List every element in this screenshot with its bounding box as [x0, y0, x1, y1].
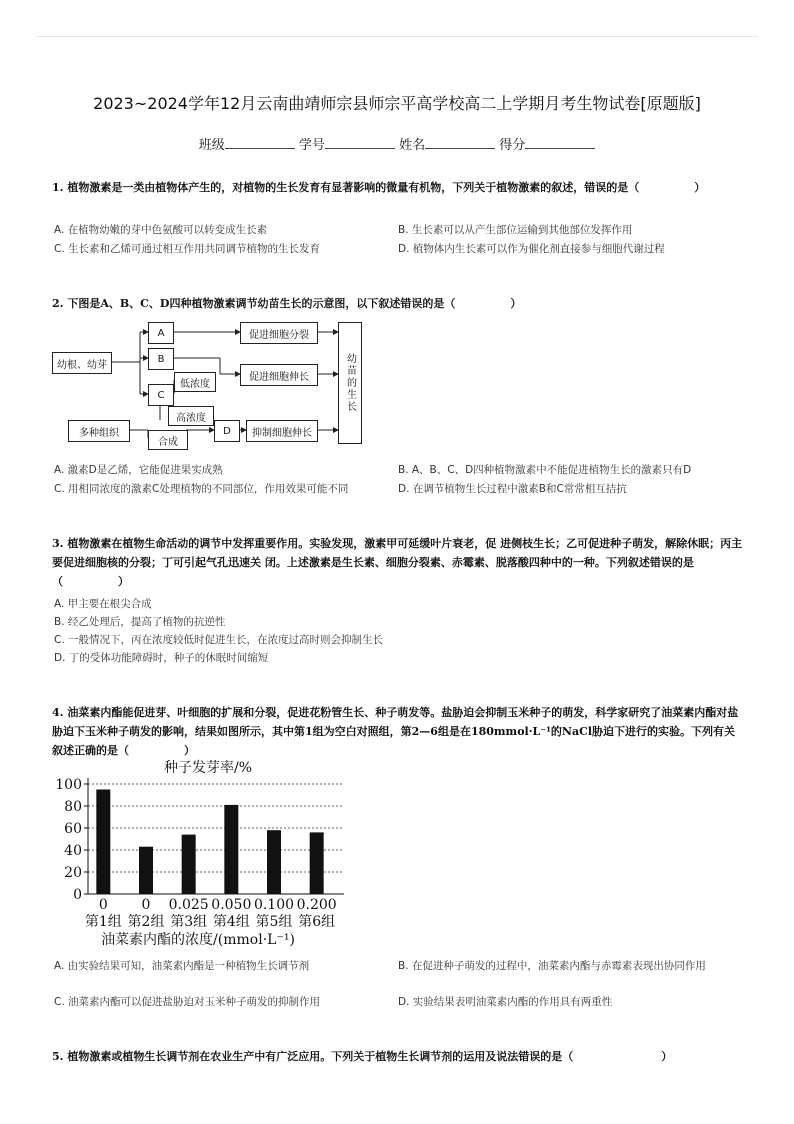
- chart-bar: [139, 847, 153, 894]
- diagram-low-conc: 低浓度: [174, 372, 216, 392]
- chart-bar: [96, 790, 110, 895]
- page-top-rule: [36, 36, 758, 37]
- chart-bar: [182, 835, 196, 894]
- question-1-option-c[interactable]: C. 生长素和乙烯可通过相互作用共同调节植物的生长发育: [54, 243, 321, 255]
- diagram-effect-cell-division: 促进细胞分裂: [240, 322, 318, 344]
- diagram-effect-cell-elongation: 促进细胞伸长: [240, 364, 318, 386]
- question-1-option-a[interactable]: A. 在植物幼嫩的芽中色氨酸可以转变成生长素: [54, 224, 268, 236]
- chart-y-tick-label: 20: [64, 865, 82, 881]
- question-3-option-c[interactable]: C. 一般情况下，丙在浓度较低时促进生长，在浓度过高时则会抑制生长: [54, 634, 384, 646]
- chart-x-group-label: 第1组: [84, 914, 122, 930]
- chart-y-tick-label: 60: [64, 821, 82, 837]
- chart-y-tick-label: 0: [73, 887, 82, 903]
- chart-x-concentration-label: 0.025: [168, 897, 209, 913]
- name-blank[interactable]: [425, 136, 495, 149]
- diagram-hormone-c: C: [148, 384, 174, 406]
- question-4-option-a[interactable]: A. 由实验结果可知，油菜素内酯是一种植物生长调节剂: [54, 960, 310, 972]
- chart-x-group-label: 第3组: [170, 914, 208, 930]
- diagram-high-conc: 高浓度: [168, 406, 214, 426]
- chart-title: 种子发芽率/%: [163, 760, 253, 776]
- hormone-regulation-diagram: [48, 318, 378, 448]
- diagram-hormone-d: D: [214, 420, 240, 442]
- score-label: 得分: [499, 138, 526, 153]
- question-4-option-d[interactable]: D. 实验结果表明油菜素内酯的作用具有两重性: [398, 996, 613, 1008]
- name-field: [399, 134, 495, 153]
- chart-x-group-label: 第4组: [212, 914, 250, 930]
- question-1-option-d[interactable]: D. 植物体内生长素可以作为催化剂直接参与细胞代谢过程: [398, 243, 665, 255]
- chart-x-concentration-label: 0.200: [296, 897, 337, 913]
- question-2-option-c[interactable]: C. 用相同浓度的激素C处理植物的不同部位，作用效果可能不同: [54, 483, 349, 495]
- question-4-stem: 4. 油菜素内酯能促进芽、叶细胞的扩展和分裂，促进花粉管生长、种子萌发等。盐胁迫会抑制玉米种子的萌发，科学家研究了油菜素内酯对盐胁迫下玉米种子萌发的影响，结果如图所示，其中第1组为空白对照组，第2—6组是在180mmol·L⁻¹的NaCl胁迫下进行的实验。下列有关叙述正确的是（ ）: [52, 706, 739, 757]
- chart-x-group-label: 第2组: [127, 914, 165, 930]
- class-field: [199, 134, 295, 153]
- chart-x-axis-title: 油菜素内酯的浓度/(mmol·L⁻¹): [101, 932, 295, 948]
- student-info-row: [0, 134, 794, 153]
- question-5-stem: 5. 植物激素或植物生长调节剂在农业生产中有广泛应用。下列关于植物生长调节剂的运用及说法错误的是（ ）: [52, 1050, 673, 1063]
- diagram-synth-box: 合成: [148, 430, 188, 450]
- question-3-stem: 3. 植物激素在植物生命活动的调节中发挥重要作用。实验发现，激素甲可延缓叶片衰老，促 进侧枝生长；乙可促进种子萌发，解除休眠；丙主要促进细胞核的分裂；丁可引起气孔迅速关 闭。上述激素是生长素、细胞分裂素、赤霉素、脱落酸四种中的一种。下列叙述错误的是（ ）: [52, 537, 743, 588]
- chart-x-group-label: 第5组: [255, 914, 293, 930]
- name-label: 姓名: [399, 138, 426, 153]
- page-title: 2023~2024学年12月云南曲靖师宗县师宗平高学校高二上学期月考生物试卷[原题版]: [93, 94, 701, 113]
- diagram-source-box: 幼根、幼芽: [52, 352, 112, 374]
- question-2-option-a[interactable]: A. 激素D是乙烯，它能促进果实成熟: [54, 464, 223, 476]
- class-blank[interactable]: [225, 136, 295, 149]
- chart-y-tick-label: 100: [55, 777, 82, 793]
- question-4-option-c[interactable]: C. 油菜素内酯可以促进盐胁迫对玉米种子萌发的抑制作用: [54, 996, 321, 1008]
- student-id-blank[interactable]: [325, 136, 395, 149]
- chart-x-concentration-label: 0: [141, 897, 151, 913]
- score-field: [499, 134, 595, 153]
- chart-y-tick-label: 40: [64, 843, 82, 859]
- diagram-hormone-a: A: [148, 322, 174, 344]
- score-blank[interactable]: [525, 136, 595, 149]
- chart-bar: [224, 805, 238, 894]
- student-id-label: 学号: [298, 138, 325, 153]
- diagram-outcome-box: 幼苗的生长: [338, 322, 362, 444]
- question-2-option-b[interactable]: B. A、B、C、D四种植物激素中不能促进植物生长的激素只有D: [398, 464, 692, 476]
- question-1-stem: 1. 植物激素是一类由植物体产生的，对植物的生长发育有显著影响的微量有机物，下列关于植物激素的叙述，错误的是（ ）: [52, 181, 706, 194]
- question-1-option-b[interactable]: B. 生长素可以从产生部位运输到其他部位发挥作用: [398, 224, 633, 236]
- class-label: 班级: [198, 138, 225, 153]
- chart-bar: [267, 830, 281, 894]
- diagram-source2-box: 多种组织: [68, 420, 130, 442]
- question-3-option-b[interactable]: B. 经乙处理后，提高了植物的抗逆性: [54, 616, 226, 628]
- chart-x-concentration-label: 0: [98, 897, 108, 913]
- question-4-option-b[interactable]: B. 在促进种子萌发的过程中，油菜素内酯与赤霉素表现出协同作用: [398, 960, 706, 972]
- chart-bar: [310, 832, 324, 894]
- question-2-stem: 2. 下图是A、B、C、D四种植物激素调节幼苗生长的示意图，以下叙述错误的是（ ）: [52, 297, 522, 310]
- chart-y-tick-label: 80: [64, 799, 82, 815]
- diagram-effect-inhibit-elongation: 抑制细胞伸长: [246, 420, 318, 442]
- chart-x-concentration-label: 0.100: [253, 897, 295, 913]
- chart-x-concentration-label: 0.050: [211, 897, 252, 913]
- chart-x-group-label: 第6组: [298, 914, 336, 930]
- germination-rate-chart: [48, 758, 358, 950]
- question-3-option-d[interactable]: D. 丁的受体功能障碍时，种子的休眠时间缩短: [54, 652, 269, 664]
- question-2-option-d[interactable]: D. 在调节植物生长过程中激素B和C常常相互拮抗: [398, 483, 627, 495]
- chart-svg: [48, 758, 358, 950]
- student-id-field: [299, 134, 395, 153]
- diagram-hormone-b: B: [148, 348, 174, 370]
- question-3-option-a[interactable]: A. 甲主要在根尖合成: [54, 598, 152, 610]
